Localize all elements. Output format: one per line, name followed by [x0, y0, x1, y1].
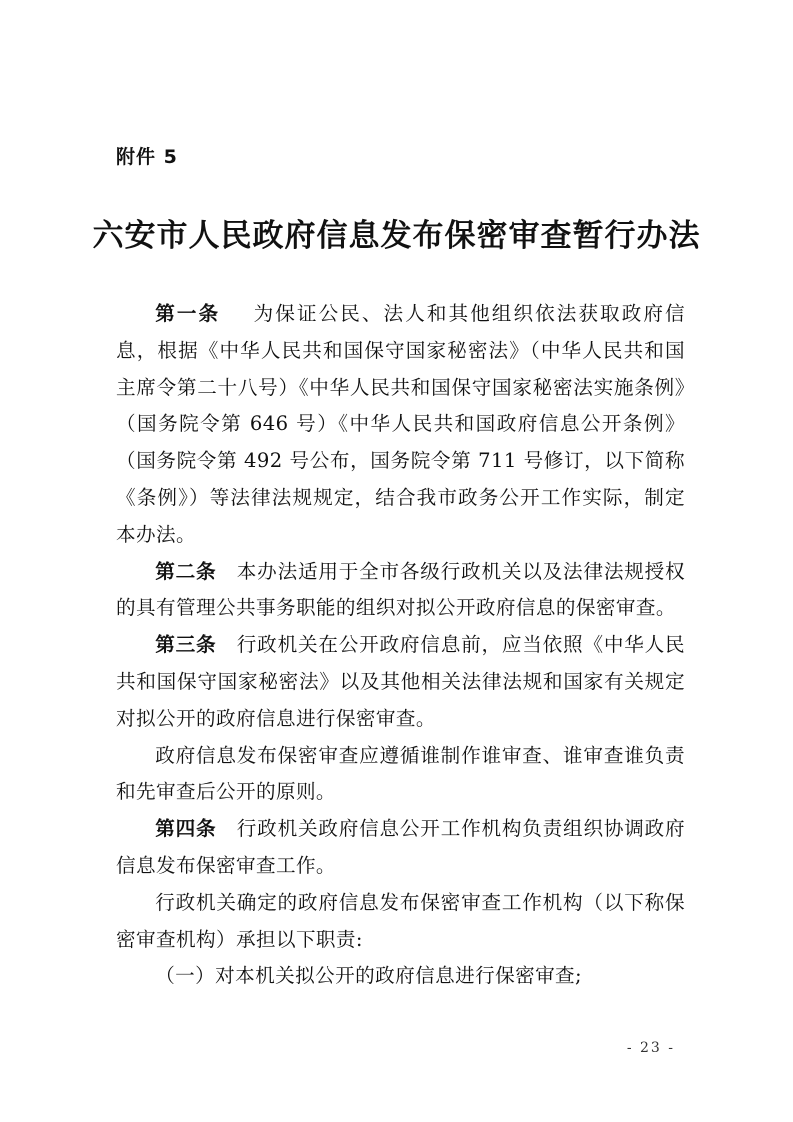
paragraph-text: 行政机关政府信息公开工作机构负责组织协调政府信息发布保密审查工作。 — [116, 817, 686, 877]
paragraph-article-3 — [116, 627, 685, 737]
article-heading: 第四条 — [155, 817, 217, 841]
paragraph-text: （一）对本机关拟公开的政府信息进行保密审查; — [155, 964, 583, 988]
paragraph-text: 本办法适用于全市各级行政机关以及法律法规授权的具有管理公共事务职能的组织对拟公开政府信息的保密审查。 — [116, 559, 686, 620]
paragraph-duty-1 — [116, 958, 685, 995]
paragraph-text: 行政机关确定的政府信息发布保密审查工作机构（以下称保密审查机构）承担以下职责: — [116, 890, 685, 951]
article-heading: 第一条 — [155, 302, 221, 325]
paragraph-article-2 — [116, 554, 685, 628]
document-body — [116, 296, 685, 995]
article-heading: 第二条 — [155, 559, 217, 583]
paragraph-text: 政府信息发布保密审查应遵循谁制作谁审查、谁审查谁负责和先审查后公开的原则。 — [116, 743, 685, 804]
paragraph-text: 为保证公民、法人和其他组织依法获取政府信息，根据《中华人民共和国保守国家秘密法》（中华人民共和国主席令第二十八号）《中华人民共和国保守国家秘密法实施条例》（国务院令第 646 号）《中华人民共和国政府信息公开条例》（国务院令第 492 号公布，国务院令第 711 号修订，以下简称《条例》）等法律法规规定，结合我市政务公开工作实际，制定本办法。 — [116, 302, 685, 546]
paragraph-article-4-cont — [116, 885, 685, 959]
document-title: 六安市人民政府信息发布保密审查暂行办法 — [92, 218, 701, 254]
page-number: - 23 - — [626, 1040, 675, 1056]
paragraph-text: 行政机关在公开政府信息前，应当依照《中华人民共和国保守国家秘密法》以及其他相关法律法规和国家有关规定对拟公开的政府信息进行保密审查。 — [116, 633, 686, 730]
article-heading: 第三条 — [155, 633, 217, 657]
paragraph-article-1 — [116, 296, 685, 554]
paragraph-article-3-cont — [116, 738, 685, 812]
paragraph-article-4 — [116, 811, 685, 885]
attachment-label: 附件 5 — [116, 146, 178, 168]
